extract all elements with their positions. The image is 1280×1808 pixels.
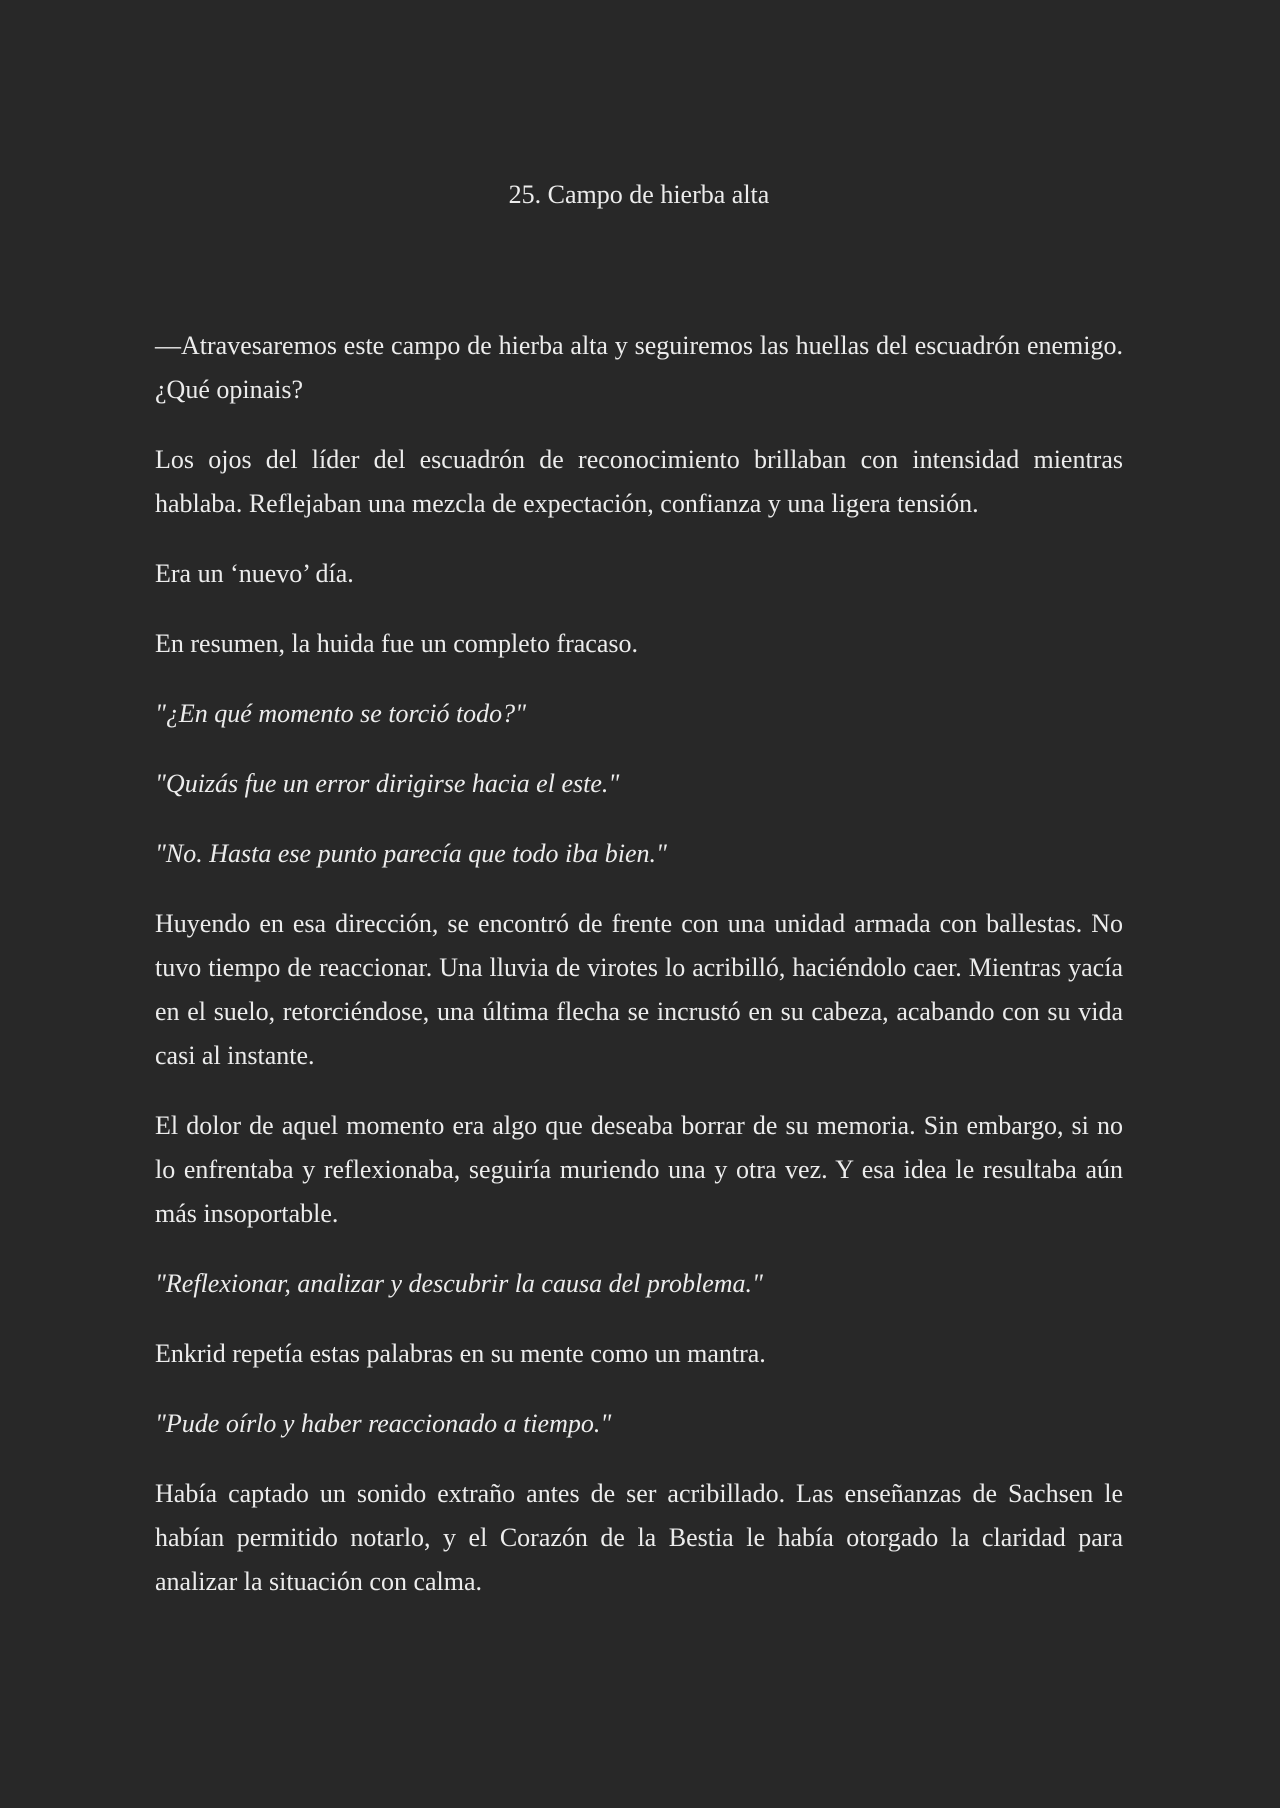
paragraph-italic-thought: "No. Hasta ese punto parecía que todo iba bien." [155, 839, 667, 868]
paragraph-italic-thought: "¿En qué momento se torció todo?" [155, 699, 527, 728]
chapter-body [155, 324, 1123, 1630]
paragraph: Enkrid repetía estas palabras en su mente como un mantra. [155, 1339, 766, 1368]
paragraph: Los ojos del líder del escuadrón de reconocimiento brillaban con intensidad mientras hablaba. Reflejaban una mezcla de expectación, confianza y una ligera tensión. [155, 445, 1123, 518]
paragraph: Había captado un sonido extraño antes de ser acribillado. Las enseñanzas de Sachsen le habían permitido notarlo, y el Corazón de la Bestia le había otorgado la claridad para analizar la situación con calma. [155, 1479, 1123, 1596]
paragraph: En resumen, la huida fue un completo fracaso. [155, 629, 638, 658]
paragraph-italic-thought: "Pude oírlo y haber reaccionado a tiempo." [155, 1409, 612, 1438]
paragraph-italic-thought: "Quizás fue un error dirigirse hacia el este." [155, 769, 620, 798]
paragraph-italic-thought: "Reflexionar, analizar y descubrir la causa del problema." [155, 1269, 763, 1298]
paragraph: El dolor de aquel momento era algo que deseaba borrar de su memoria. Sin embargo, si no lo enfrentaba y reflexionaba, seguiría muriendo una y otra vez. Y esa idea le resultaba aún más insoportable. [155, 1111, 1123, 1228]
chapter-title: 25. Campo de hierba alta [508, 180, 770, 209]
paragraph: —Atravesaremos este campo de hierba alta y seguiremos las huellas del escuadrón enemigo. ¿Qué opinais? [155, 331, 1123, 404]
paragraph: Era un ‘nuevo’ día. [155, 559, 354, 588]
paragraph: Huyendo en esa dirección, se encontró de frente con una unidad armada con ballestas. No tuvo tiempo de reaccionar. Una lluvia de virotes lo acribilló, haciéndolo caer. Mientras yacía en el suelo, retorciéndose, una última flecha se incrustó en su cabeza, acabando con su vida casi al instante. [155, 909, 1123, 1070]
